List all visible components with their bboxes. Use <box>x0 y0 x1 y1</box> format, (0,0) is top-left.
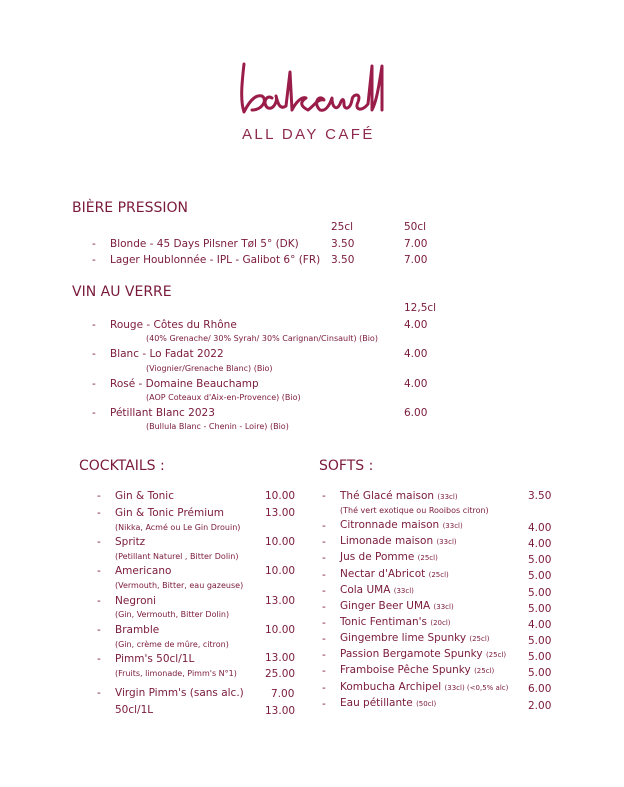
bullet: - <box>92 407 96 419</box>
cocktail-item-name: Gin & Tonic Prémium <box>115 507 225 519</box>
soft-item-size: (25cl) <box>417 554 438 562</box>
soft-item <box>340 697 436 709</box>
soft-item-price: 3.50 <box>528 490 552 502</box>
biere-size-50cl: 50cl <box>404 221 427 233</box>
bullet: - <box>322 520 326 532</box>
section-title-biere: BIÈRE PRESSION <box>72 200 189 216</box>
soft-item-price: 5.00 <box>528 603 552 615</box>
soft-item-name: Jus de Pomme <box>340 551 415 563</box>
soft-item-size: (33cl) (<0,5% alc) <box>444 684 509 692</box>
cocktail-item-price: 13.00 <box>265 507 296 519</box>
soft-item-price: 5.00 <box>528 651 552 663</box>
cocktail-item-price-2: 25.00 <box>265 668 296 680</box>
soft-item-price: 4.00 <box>528 522 552 534</box>
vin-item-name: Rosé - Domaine Beauchamp <box>110 378 259 390</box>
cocktail-item-desc: (Fruits, limonade, Pimm's N°1) <box>115 669 237 678</box>
bullet: - <box>97 536 101 548</box>
vin-item-desc: (Viognier/Grenache Blanc) (Bio) <box>146 364 273 373</box>
vin-item-name: Blanc - Lo Fadat 2022 <box>110 348 224 360</box>
cocktail-item-desc: (Nikka, Acmé ou Le Gin Drouin) <box>115 523 241 532</box>
cocktail-item-desc: (Petillant Naturel , Bitter Dolin) <box>115 552 239 561</box>
bullet: - <box>322 601 326 613</box>
soft-item-price: 5.00 <box>528 635 552 647</box>
soft-item-name: Thé Glacé maison <box>340 490 435 502</box>
vin-item-price: 4.00 <box>404 378 428 390</box>
vin-item-desc: (AOP Coteaux d'Aix-en-Provence) (Bio) <box>146 393 301 402</box>
biere-item-price-25: 3.50 <box>331 238 355 250</box>
soft-item-size: (50cl) <box>416 700 437 708</box>
bullet: - <box>322 490 326 502</box>
bullet: - <box>92 378 96 390</box>
cocktail-item-name: Gin & Tonic <box>115 490 174 502</box>
soft-item-price: 2.00 <box>528 700 552 712</box>
biere-item-price-25: 3.50 <box>331 254 355 266</box>
bullet: - <box>322 617 326 629</box>
soft-item <box>340 664 494 676</box>
soft-item-name: Limonade maison <box>340 535 434 547</box>
soft-item <box>340 681 508 693</box>
bullet: - <box>97 624 101 636</box>
bullet: - <box>97 565 101 577</box>
soft-item <box>340 568 449 580</box>
soft-item-desc: (Thé vert exotique ou Rooibos citron) <box>340 506 489 515</box>
soft-item-name: Tonic Fentiman's <box>340 616 428 628</box>
soft-item-price: 6.00 <box>528 683 552 695</box>
soft-item-size: (33cl) <box>393 587 414 595</box>
soft-item-price: 5.00 <box>528 570 552 582</box>
vin-item-price: 4.00 <box>404 319 428 331</box>
cocktail-item-name: Pimm's 50cl/1L <box>115 653 195 665</box>
soft-item-price: 5.00 <box>528 667 552 679</box>
soft-item-price: 4.00 <box>528 619 552 631</box>
biere-item-name: Blonde - 45 Days Pilsner Tøl 5° (DK) <box>110 238 299 250</box>
cocktail-item-price-2: 13.00 <box>265 705 296 717</box>
soft-item <box>340 584 414 596</box>
soft-item-size: (20cl) <box>430 619 451 627</box>
soft-item-size: (33cl) <box>433 603 454 611</box>
soft-item-size: (25cl) <box>469 635 490 643</box>
vin-item-price: 6.00 <box>404 407 428 419</box>
vin-item-name: Pétillant Blanc 2023 <box>110 407 215 419</box>
bullet: - <box>97 490 101 502</box>
bakewell-logo <box>232 52 392 122</box>
bullet: - <box>322 552 326 564</box>
cocktail-item-price: 10.00 <box>265 624 296 636</box>
soft-item-name: Citronnade maison <box>340 519 440 531</box>
logo-subtitle: ALL DAY CAFÉ <box>242 126 375 143</box>
soft-item-size: (33cl) <box>436 538 457 546</box>
soft-item-size: (25cl) <box>474 667 495 675</box>
soft-item-size: (25cl) <box>485 651 507 659</box>
soft-item-size: (25cl) <box>428 571 449 579</box>
biere-size-25cl: 25cl <box>331 221 354 233</box>
cocktail-item-price: 7.00 <box>271 688 295 700</box>
vin-item-desc: (40% Grenache/ 30% Syrah/ 30% Carignan/Cinsault) (Bio) <box>146 334 378 343</box>
bullet: - <box>97 687 101 699</box>
soft-item-name: Cola UMA <box>340 584 391 596</box>
soft-item-price: 5.00 <box>528 554 552 566</box>
biere-item-price-50: 7.00 <box>404 254 428 266</box>
bullet: - <box>97 653 101 665</box>
soft-item <box>340 490 458 502</box>
cocktail-item-name: Spritz <box>115 536 146 548</box>
biere-item-name: Lager Houblonnée - IPL - Galibot 6° (FR) <box>110 254 321 266</box>
bullet: - <box>322 585 326 597</box>
soft-item <box>340 600 454 612</box>
bullet: - <box>97 595 101 607</box>
bullet: - <box>322 665 326 677</box>
vin-item-desc: (Bullula Blanc - Chenin - Loire) (Bio) <box>146 422 289 431</box>
bullet: - <box>322 649 326 661</box>
soft-item-name: Ginger Beer UMA <box>340 600 431 612</box>
soft-item-size: (33cl) <box>437 493 458 501</box>
soft-item-name: Eau pétillante <box>340 697 413 709</box>
soft-item-price: 5.00 <box>528 587 552 599</box>
soft-item-size: (33cl) <box>442 522 463 530</box>
cocktail-item-name: Americano <box>115 565 172 577</box>
bullet: - <box>322 698 326 710</box>
bullet: - <box>322 536 326 548</box>
cocktail-item-desc: (Vermouth, Bitter, eau gazeuse) <box>115 581 244 590</box>
bullet: - <box>322 569 326 581</box>
cocktail-item-price: 13.00 <box>265 595 296 607</box>
vin-item-name: Rouge - Côtes du Rhône <box>110 319 237 331</box>
bullet: - <box>92 348 96 360</box>
bullet: - <box>92 238 96 250</box>
cocktail-item-price: 10.00 <box>265 490 296 502</box>
vin-item-price: 4.00 <box>404 348 428 360</box>
soft-item <box>340 535 457 547</box>
bullet: - <box>322 633 326 645</box>
section-title-softs: SOFTS : <box>319 458 374 474</box>
bullet: - <box>92 319 96 331</box>
soft-item <box>340 616 451 628</box>
soft-item-name: Passion Bergamote Spunky <box>340 648 483 660</box>
cocktail-item-name: Negroni <box>115 595 157 607</box>
soft-item <box>340 519 463 531</box>
cocktail-item-name: Bramble <box>115 624 160 636</box>
cocktail-item-price: 13.00 <box>265 652 296 664</box>
vin-size: 12,5cl <box>404 302 437 314</box>
cocktail-item-desc: (Gin, Vermouth, Bitter Dolin) <box>115 610 230 619</box>
soft-item <box>340 632 490 644</box>
cocktail-item-price: 10.00 <box>265 565 296 577</box>
cocktail-item-price: 10.00 <box>265 536 296 548</box>
soft-item-name: Gingembre lime Spunky <box>340 632 467 644</box>
section-title-vin: VIN AU VERRE <box>72 284 172 300</box>
soft-item-name: Kombucha Archipel <box>340 681 442 693</box>
soft-item <box>340 648 506 660</box>
soft-item-name: Framboise Pêche Spunky <box>340 664 471 676</box>
bullet: - <box>322 682 326 694</box>
soft-item-name: Nectar d'Abricot <box>340 568 426 580</box>
cocktail-item-desc: (Gin, crème de mûre, citron) <box>115 640 229 649</box>
section-title-cocktails: COCKTAILS : <box>79 458 165 474</box>
biere-item-price-50: 7.00 <box>404 238 428 250</box>
bullet: - <box>97 507 101 519</box>
soft-item <box>340 551 438 563</box>
soft-item-price: 4.00 <box>528 538 552 550</box>
cocktail-item-desc: 50cl/1L <box>115 704 154 716</box>
bullet: - <box>92 254 96 266</box>
cocktail-item-name: Virgin Pimm's (sans alc.) <box>115 687 244 699</box>
